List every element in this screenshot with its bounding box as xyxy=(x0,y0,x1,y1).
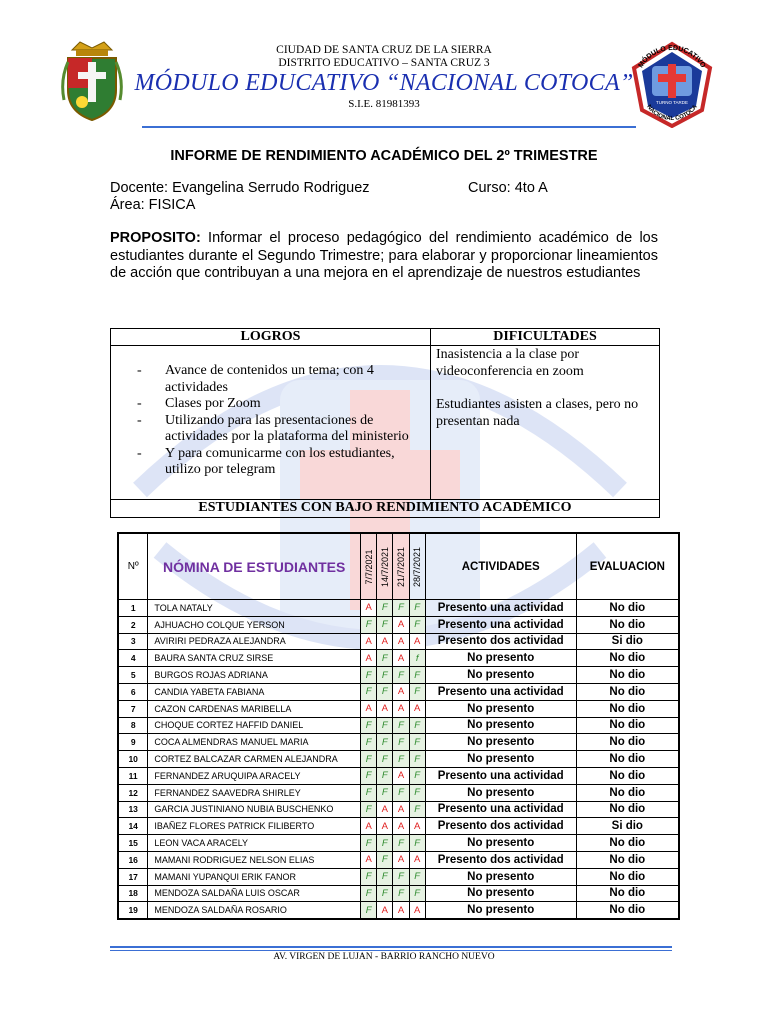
attendance-mark: F xyxy=(361,667,377,684)
activities-cell: Presento una actividad xyxy=(425,801,576,818)
box-column-divider xyxy=(430,329,431,499)
evaluation-cell: No dio xyxy=(576,835,678,852)
attendance-mark: F xyxy=(409,734,425,751)
attendance-mark: A xyxy=(361,700,377,717)
attendance-mark: F xyxy=(361,784,377,801)
student-number: 9 xyxy=(119,734,148,751)
attendance-mark: F xyxy=(361,868,377,885)
school-sie-code: S.I.E. 81981393 xyxy=(348,98,420,110)
evaluation-cell: No dio xyxy=(576,683,678,700)
purpose-paragraph xyxy=(110,230,658,283)
attendance-mark: A xyxy=(393,650,409,667)
header-divider xyxy=(142,126,636,128)
table-row xyxy=(119,616,679,633)
table-body xyxy=(119,600,679,919)
footer-address: AV. VIRGEN DE LUJAN - BARRIO RANCHO NUEVO xyxy=(273,952,495,962)
attendance-mark: F xyxy=(393,600,409,617)
box-divider xyxy=(111,345,659,346)
attendance-mark: F xyxy=(361,616,377,633)
attendance-mark: F xyxy=(377,784,393,801)
attendance-mark: F xyxy=(409,717,425,734)
student-name: CANDIA YABETA FABIANA xyxy=(148,683,361,700)
attendance-mark: A xyxy=(409,902,425,919)
student-name: AVIRIRI PEDRAZA ALEJANDRA xyxy=(148,633,361,650)
attendance-mark: F xyxy=(377,683,393,700)
attendance-mark: F xyxy=(361,902,377,919)
dificultad-item: Inasistencia a la clase por videoconferencia en zoom xyxy=(436,347,584,379)
table-row xyxy=(119,885,679,902)
attendance-mark: F xyxy=(409,751,425,768)
attendance-mark: F xyxy=(377,734,393,751)
table-row xyxy=(119,683,679,700)
evaluation-cell: No dio xyxy=(576,700,678,717)
table-header-row xyxy=(119,534,679,600)
logro-item: - Clases por Zoom xyxy=(137,396,427,413)
student-name: MAMANI RODRIGUEZ NELSON ELIAS xyxy=(148,851,361,868)
area-label: Área: FISICA xyxy=(110,197,196,213)
attendance-mark: F xyxy=(377,667,393,684)
student-number: 7 xyxy=(119,700,148,717)
attendance-mark: F xyxy=(409,835,425,852)
attendance-mark: F xyxy=(377,885,393,902)
student-number: 10 xyxy=(119,751,148,768)
activities-cell: Presento dos actividad xyxy=(425,633,576,650)
table-row xyxy=(119,650,679,667)
student-number: 5 xyxy=(119,667,148,684)
student-number: 14 xyxy=(119,818,148,835)
attendance-mark: F xyxy=(393,667,409,684)
col-header-date: 21/7/2021 xyxy=(393,534,409,600)
student-name: FERNANDEZ ARUQUIPA ARACELY xyxy=(148,767,361,784)
student-number: 13 xyxy=(119,801,148,818)
activities-cell: Presento dos actividad xyxy=(425,851,576,868)
evaluation-cell: No dio xyxy=(576,868,678,885)
activities-cell: No presento xyxy=(425,784,576,801)
evaluation-cell: No dio xyxy=(576,600,678,617)
attendance-mark: A xyxy=(409,700,425,717)
svg-text:TURNO TARDE: TURNO TARDE xyxy=(655,100,689,105)
col-header-date: 28/7/2021 xyxy=(409,534,425,600)
attendance-mark: A xyxy=(393,902,409,919)
student-number: 12 xyxy=(119,784,148,801)
attendance-mark: A xyxy=(393,633,409,650)
attendance-mark: F xyxy=(361,767,377,784)
col-header-date: 14/7/2021 xyxy=(377,534,393,600)
attendance-mark: F xyxy=(377,835,393,852)
table-row xyxy=(119,734,679,751)
attendance-mark: F xyxy=(393,885,409,902)
evaluation-cell: No dio xyxy=(576,734,678,751)
footer-divider xyxy=(110,950,672,951)
attendance-mark: A xyxy=(409,851,425,868)
logro-item: - Avance de contenidos un tema; con 4 actividades xyxy=(137,363,427,396)
table-row xyxy=(119,801,679,818)
evaluation-cell: No dio xyxy=(576,616,678,633)
activities-cell: No presento xyxy=(425,751,576,768)
svg-text:MÓDULO EDUCATIVO: MÓDULO EDUCATIVO xyxy=(637,44,707,70)
attendance-mark: A xyxy=(377,818,393,835)
evaluation-cell: No dio xyxy=(576,851,678,868)
attendance-mark: A xyxy=(361,600,377,617)
logros-list xyxy=(137,363,427,479)
attendance-mark: F xyxy=(409,767,425,784)
attendance-mark: F xyxy=(361,885,377,902)
attendance-mark: F xyxy=(377,600,393,617)
low-performance-title: ESTUDIANTES CON BAJO RENDIMIENTO ACADÉMICO xyxy=(198,500,572,515)
attendance-mark: A xyxy=(393,767,409,784)
attendance-mark: F xyxy=(393,751,409,768)
activities-cell: No presento xyxy=(425,667,576,684)
col-header-evaluation: EVALUACION xyxy=(576,534,678,600)
attendance-mark: F xyxy=(409,784,425,801)
activities-cell: Presento dos actividad xyxy=(425,818,576,835)
student-name: MENDOZA SALDAÑA ROSARIO xyxy=(148,902,361,919)
student-number: 17 xyxy=(119,868,148,885)
student-number: 15 xyxy=(119,835,148,852)
teacher-name: Docente: Evangelina Serrudo Rodriguez xyxy=(110,180,370,196)
activities-cell: Presento una actividad xyxy=(425,600,576,617)
attendance-mark: A xyxy=(361,633,377,650)
attendance-mark: A xyxy=(393,801,409,818)
attendance-mark: F xyxy=(377,717,393,734)
table-row xyxy=(119,902,679,919)
student-number: 16 xyxy=(119,851,148,868)
attendance-mark: A xyxy=(377,902,393,919)
attendance-mark: A xyxy=(361,851,377,868)
logros-header: LOGROS xyxy=(240,329,301,344)
attendance-mark: A xyxy=(409,818,425,835)
student-name: CHOQUE CORTEZ HAFFID DANIEL xyxy=(148,717,361,734)
table-row xyxy=(119,835,679,852)
evaluation-cell: No dio xyxy=(576,717,678,734)
attendance-mark: F xyxy=(393,835,409,852)
footer-divider xyxy=(110,946,672,948)
report-title: INFORME DE RENDIMIENTO ACADÉMICO DEL 2º TRIMESTRE xyxy=(170,148,598,164)
attendance-mark: A xyxy=(361,818,377,835)
evaluation-cell: No dio xyxy=(576,667,678,684)
attendance-mark: A xyxy=(393,700,409,717)
attendance-mark: F xyxy=(393,717,409,734)
student-name: LEON VACA ARACELY xyxy=(148,835,361,852)
table-row xyxy=(119,767,679,784)
attendance-mark: A xyxy=(393,616,409,633)
table-row xyxy=(119,633,679,650)
attendance-mark: A xyxy=(393,818,409,835)
col-header-date: 7/7/2021 xyxy=(361,534,377,600)
attendance-mark: F xyxy=(409,616,425,633)
student-number: 6 xyxy=(119,683,148,700)
attendance-mark: A xyxy=(409,633,425,650)
attendance-mark: A xyxy=(393,851,409,868)
evaluation-cell: No dio xyxy=(576,885,678,902)
attendance-mark: F xyxy=(361,717,377,734)
evaluation-cell: No dio xyxy=(576,784,678,801)
logro-item: - Utilizando para las presentaciones de actividades por la plataforma del ministerio xyxy=(137,413,427,446)
student-name: CAZON CARDENAS MARIBELLA xyxy=(148,700,361,717)
activities-cell: No presento xyxy=(425,902,576,919)
evaluation-cell: No dio xyxy=(576,650,678,667)
header-district: DISTRITO EDUCATIVO – SANTA CRUZ 3 xyxy=(278,57,490,69)
attendance-mark: F xyxy=(361,801,377,818)
table-row xyxy=(119,600,679,617)
evaluation-cell: No dio xyxy=(576,902,678,919)
school-name-title: MÓDULO EDUCATIVO “NACIONAL COTOCA” xyxy=(134,70,634,96)
student-name: CORTEZ BALCAZAR CARMEN ALEJANDRA xyxy=(148,751,361,768)
attendance-mark: F xyxy=(377,751,393,768)
course-label: Curso: 4to A xyxy=(468,180,548,196)
table-row xyxy=(119,751,679,768)
student-name: FERNANDEZ SAAVEDRA SHIRLEY xyxy=(148,784,361,801)
student-number: 3 xyxy=(119,633,148,650)
attendance-mark: F xyxy=(409,885,425,902)
attendance-mark: A xyxy=(377,801,393,818)
student-number: 19 xyxy=(119,902,148,919)
attendance-mark: F xyxy=(377,767,393,784)
attendance-mark: F xyxy=(409,600,425,617)
activities-cell: No presento xyxy=(425,717,576,734)
activities-cell: Presento una actividad xyxy=(425,683,576,700)
achievements-difficulties-box xyxy=(110,328,660,518)
student-name: GARCIA JUSTINIANO NUBIA BUSCHENKO xyxy=(148,801,361,818)
header-city: CIUDAD DE SANTA CRUZ DE LA SIERRA xyxy=(276,44,492,56)
evaluation-cell: No dio xyxy=(576,767,678,784)
attendance-mark: F xyxy=(409,801,425,818)
school-seal-icon xyxy=(628,40,716,128)
table-row xyxy=(119,667,679,684)
attendance-mark: F xyxy=(409,868,425,885)
activities-cell: Presento una actividad xyxy=(425,767,576,784)
student-name: BURGOS ROJAS ADRIANA xyxy=(148,667,361,684)
activities-cell: No presento xyxy=(425,835,576,852)
attendance-mark: F xyxy=(361,734,377,751)
table-row xyxy=(119,868,679,885)
activities-cell: No presento xyxy=(425,734,576,751)
student-number: 18 xyxy=(119,885,148,902)
evaluation-cell: Si dio xyxy=(576,633,678,650)
activities-cell: No presento xyxy=(425,885,576,902)
student-number: 4 xyxy=(119,650,148,667)
attendance-mark: F xyxy=(361,835,377,852)
svg-text:NACIONAL COTOCA: NACIONAL COTOCA xyxy=(645,104,699,123)
student-name: TOLA NATALY xyxy=(148,600,361,617)
dificultades-header: DIFICULTADES xyxy=(493,329,597,344)
student-name: IBAÑEZ FLORES PATRICK FILIBERTO xyxy=(148,818,361,835)
student-name: AJHUACHO COLQUE YERSON xyxy=(148,616,361,633)
attendance-mark: F xyxy=(377,868,393,885)
attendance-mark: A xyxy=(377,633,393,650)
col-header-name: NÓMINA DE ESTUDIANTES xyxy=(148,534,361,600)
attendance-mark: F xyxy=(393,784,409,801)
student-number: 2 xyxy=(119,616,148,633)
attendance-mark: F xyxy=(377,851,393,868)
attendance-mark: F xyxy=(361,751,377,768)
col-header-activities: ACTIVIDADES xyxy=(425,534,576,600)
table-row xyxy=(119,784,679,801)
attendance-mark: F xyxy=(377,650,393,667)
student-name: MAMANI YUPANQUI ERIK FANOR xyxy=(148,868,361,885)
table-row xyxy=(119,818,679,835)
attendance-mark: F xyxy=(361,683,377,700)
purpose-label: PROPOSITO: xyxy=(110,230,201,246)
logro-item: - Y para comunicarme con los estudiantes, utilizo por telegram xyxy=(137,446,427,479)
evaluation-cell: No dio xyxy=(576,801,678,818)
attendance-mark: A xyxy=(361,650,377,667)
activities-cell: Presento una actividad xyxy=(425,616,576,633)
student-name: COCA ALMENDRAS MANUEL MARIA xyxy=(148,734,361,751)
attendance-mark: A xyxy=(377,700,393,717)
activities-cell: No presento xyxy=(425,868,576,885)
evaluation-cell: Si dio xyxy=(576,818,678,835)
dificultad-item: Estudiantes asisten a clases, pero no presentan nada xyxy=(436,397,639,429)
attendance-mark: A xyxy=(393,683,409,700)
student-number: 1 xyxy=(119,600,148,617)
table-row xyxy=(119,851,679,868)
attendance-mark: F xyxy=(409,683,425,700)
activities-cell: No presento xyxy=(425,650,576,667)
evaluation-cell: No dio xyxy=(576,751,678,768)
students-table xyxy=(117,532,680,920)
table-row xyxy=(119,700,679,717)
col-header-number: Nº xyxy=(119,534,148,600)
attendance-mark: f xyxy=(409,650,425,667)
student-name: MENDOZA SALDAÑA LUIS OSCAR xyxy=(148,885,361,902)
student-name: BAURA SANTA CRUZ SIRSE xyxy=(148,650,361,667)
attendance-mark: F xyxy=(409,667,425,684)
table-row xyxy=(119,717,679,734)
student-number: 11 xyxy=(119,767,148,784)
purpose-text: Informar el proceso pedagógico del rendimiento académico de los estudiantes durante el Segundo Trimestre; para elaborar y proporcionar lineamientos de acción que contribuyan a una mejora en el aprendizaje de nuestros estudiantes xyxy=(110,230,658,281)
attendance-mark: F xyxy=(377,616,393,633)
student-number: 8 xyxy=(119,717,148,734)
attendance-mark: F xyxy=(393,868,409,885)
activities-cell: No presento xyxy=(425,700,576,717)
attendance-mark: F xyxy=(393,734,409,751)
